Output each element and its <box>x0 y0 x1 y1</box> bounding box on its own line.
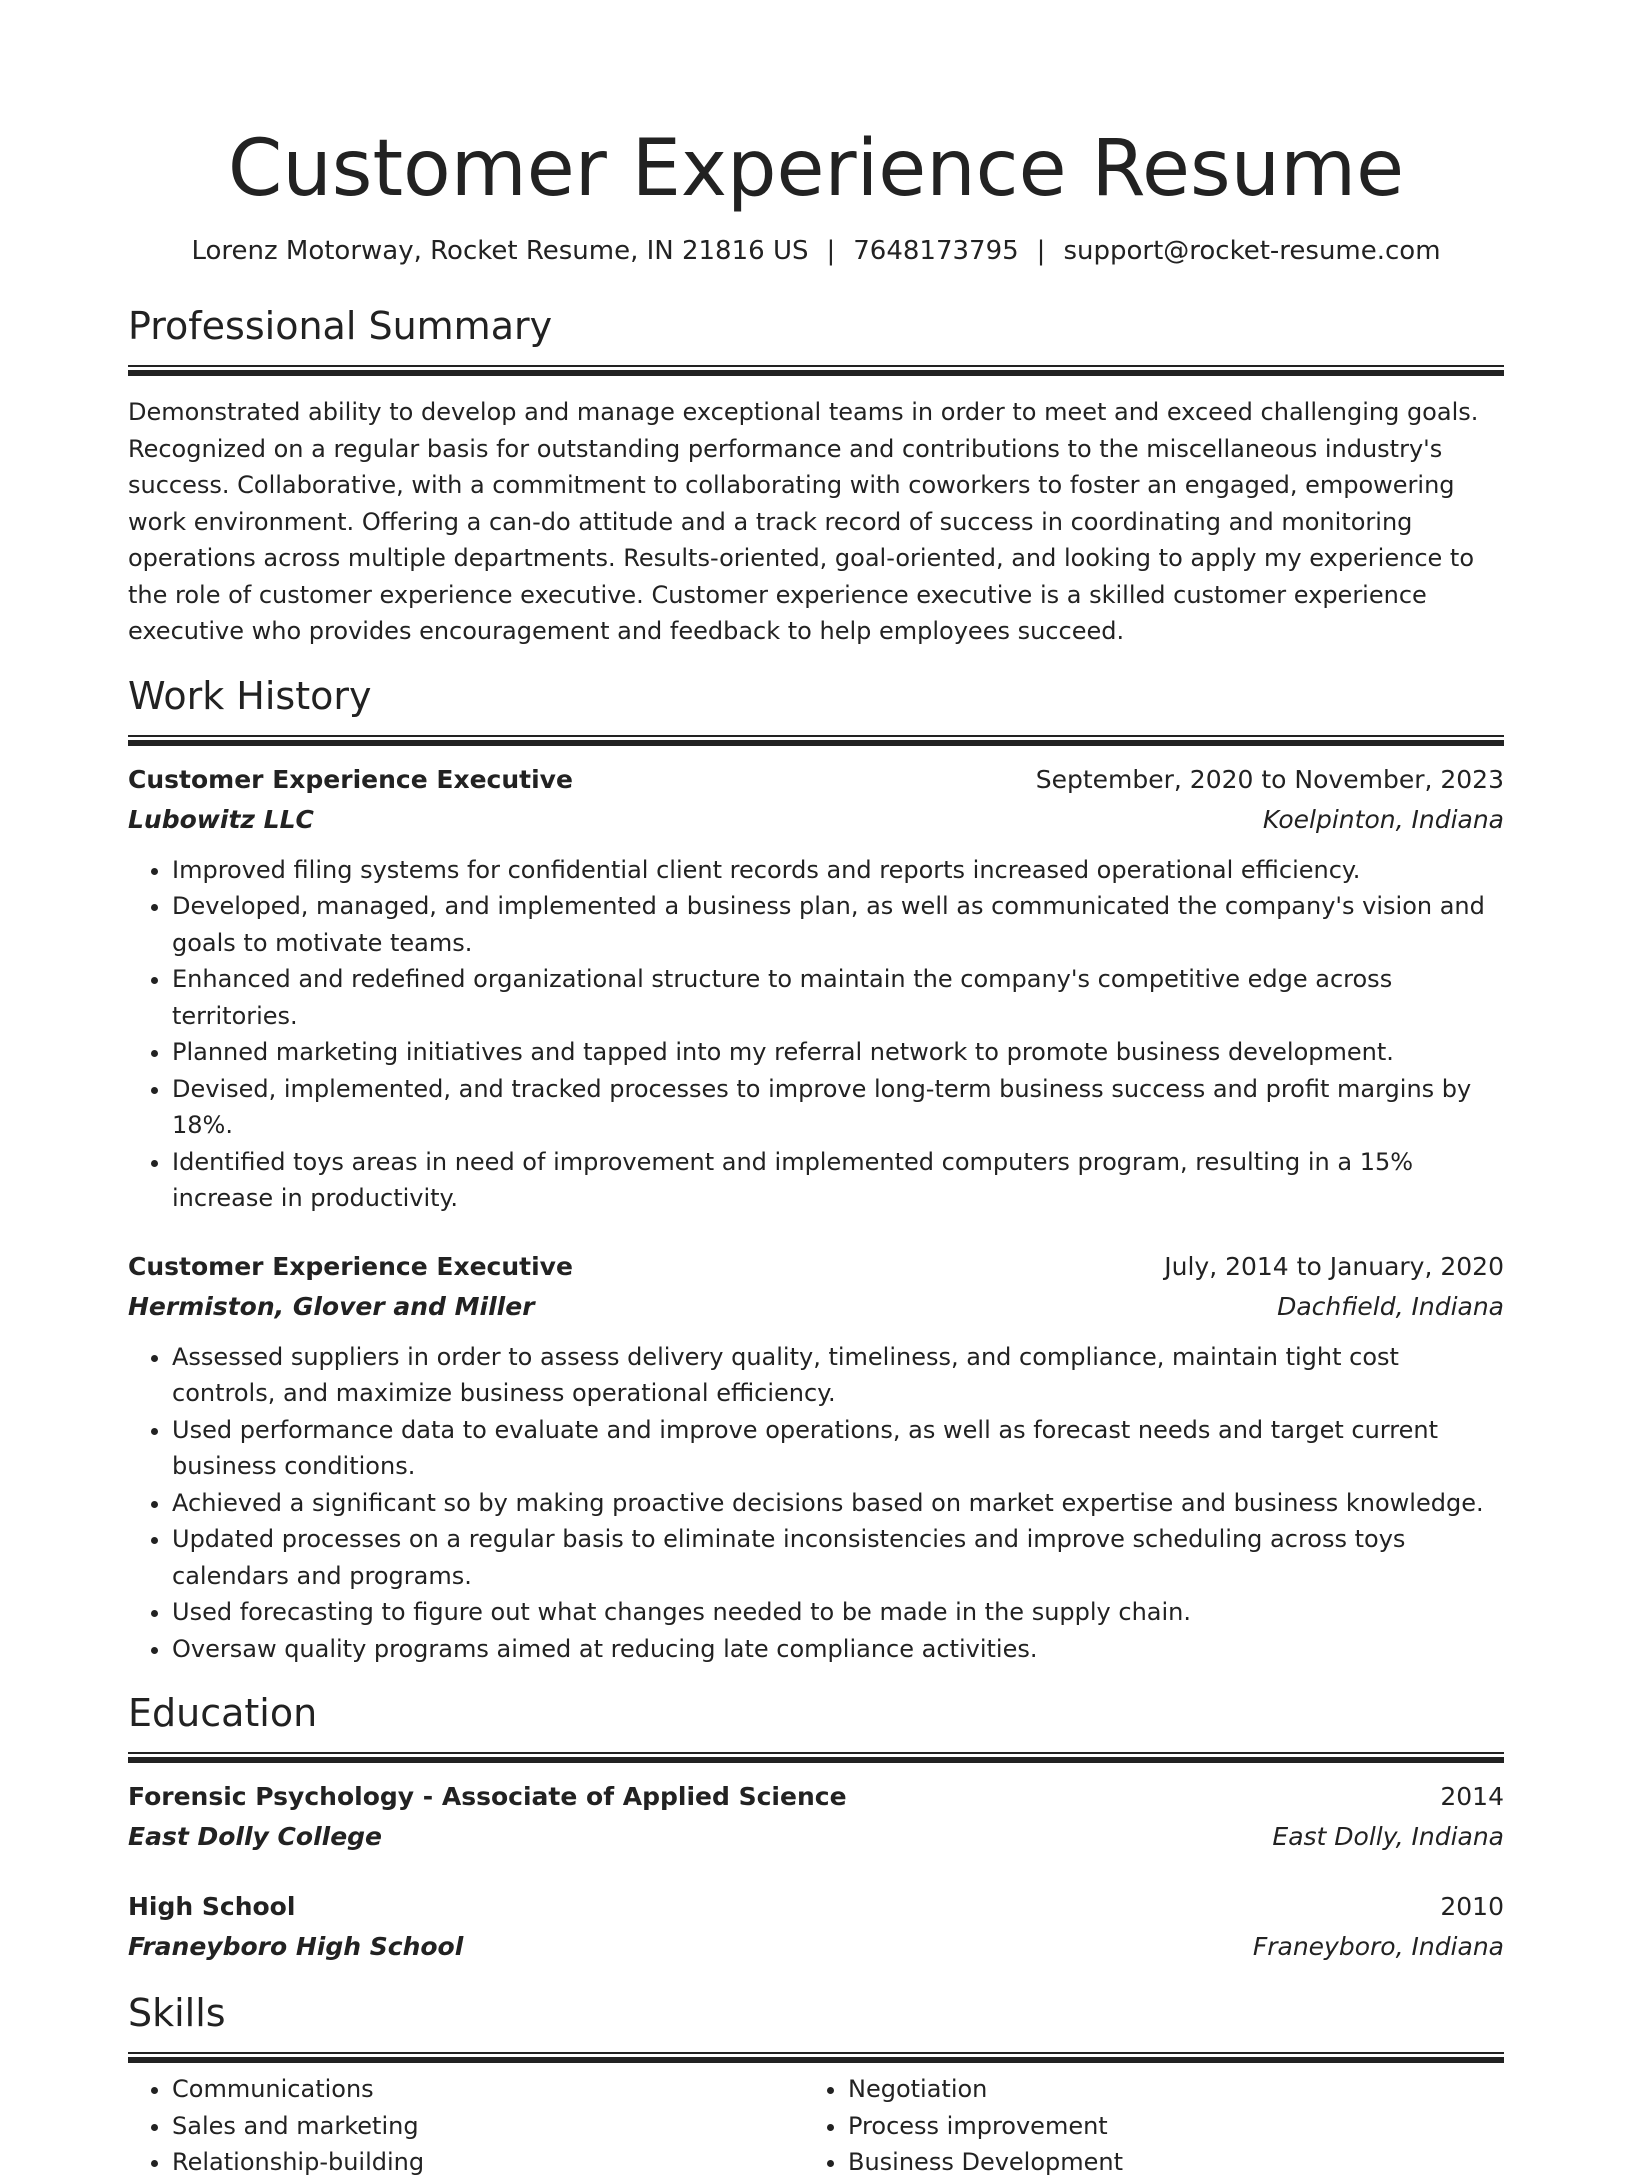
education-year: 2010 <box>1440 1892 1504 1921</box>
job-entry <box>128 1247 1504 1668</box>
education-school: Franeyboro High School <box>128 1932 464 1961</box>
job-header <box>128 1247 1504 1287</box>
education-year: 2014 <box>1440 1782 1504 1811</box>
contact-address: Lorenz Motorway, Rocket Resume, IN 21816 US <box>191 236 809 266</box>
education-degree: High School <box>128 1892 296 1921</box>
skill-item: • Process improvement <box>848 2108 1480 2145</box>
education-header <box>128 1887 1504 1927</box>
list-item: • Assessed suppliers in order to assess delivery quality, timeliness, and compliance, maintain tight cost controls, and maximize business operational efficiency. <box>172 1339 1504 1412</box>
list-item: • Used forecasting to figure out what changes needed to be made in the supply chain. <box>172 1594 1504 1631</box>
skill-item: • Relationship-building <box>172 2144 804 2181</box>
job-title: Customer Experience Executive <box>128 1251 573 1281</box>
education-degree: Forensic Psychology - Associate of Applied Science <box>128 1782 847 1811</box>
contact-separator: | <box>826 236 836 266</box>
resume-title: Customer Experience Resume <box>227 124 1405 214</box>
work-history-heading: Work History <box>128 673 372 718</box>
education-location: Franeyboro, Indiana <box>1252 1932 1504 1961</box>
education-header <box>128 1777 1504 1817</box>
education-entry <box>128 1887 1504 1967</box>
job-bullets <box>128 1339 1504 1668</box>
contact-separator: | <box>1036 236 1046 266</box>
skill-item: • Sales and marketing <box>172 2108 804 2145</box>
list-item: • Improved filing systems for confidential client records and reports increased operational efficiency. <box>172 852 1504 889</box>
list-item: • Used performance data to evaluate and improve operations, as well as forecast needs and target current business conditions. <box>172 1412 1504 1485</box>
education-entry <box>128 1777 1504 1857</box>
job-bullets <box>128 852 1504 1217</box>
section-divider <box>128 1752 1504 1763</box>
skill-item: • Negotiation <box>848 2071 1480 2108</box>
section-divider <box>128 735 1504 746</box>
list-item: • Achieved a significant so by making proactive decisions based on market expertise and business knowledge. <box>172 1485 1504 1522</box>
list-item: • Oversaw quality programs aimed at reducing late compliance activities. <box>172 1631 1504 1668</box>
resume-page <box>128 0 1504 2181</box>
job-subheader <box>128 1287 1504 1327</box>
section-divider <box>128 2052 1504 2063</box>
skills-list <box>128 2071 1504 2181</box>
contact-phone: 7648173795 <box>853 236 1019 266</box>
education-subheader <box>128 1817 1504 1857</box>
education-heading: Education <box>128 1691 318 1735</box>
job-header <box>128 760 1504 800</box>
skills-column-right <box>804 2071 1480 2181</box>
list-item: • Devised, implemented, and tracked processes to improve long-term business success and profit margins by 18%. <box>172 1071 1504 1144</box>
job-company: Hermiston, Glover and Miller <box>128 1291 535 1321</box>
section-divider <box>128 365 1504 376</box>
summary-text: Demonstrated ability to develop and manage exceptional teams in order to meet and exceed challenging goals. Recognized on a regular basis for outstanding performance and contributions to the miscellaneous industry's success. Collaborative, with a commitment to collaborating with coworkers to foster an engaged, empowering work environment. Offering a can-do attitude and a track record of success in coordinating and monitoring operations across multiple departments. Results-oriented, goal-oriented, and looking to apply my experience to the role of customer experience executive. Customer experience executive is a skilled customer experience executive who provides encouragement and feedback to help employees succeed. <box>128 398 1479 645</box>
summary-section <box>128 302 1504 650</box>
work-history-section <box>128 672 1504 1668</box>
list-item: • Enhanced and redefined organizational structure to maintain the company's competitive edge across territories. <box>172 961 1504 1034</box>
summary-heading: Professional Summary <box>128 304 553 348</box>
education-subheader <box>128 1927 1504 1967</box>
job-subheader <box>128 800 1504 840</box>
job-company: Lubowitz LLC <box>128 804 314 834</box>
skills-heading: Skills <box>128 1991 226 2035</box>
skills-section <box>128 1989 1504 2181</box>
list-item: • Developed, managed, and implemented a business plan, as well as communicated the company's vision and goals to motivate teams. <box>172 888 1504 961</box>
list-item: • Updated processes on a regular basis to eliminate inconsistencies and improve scheduling across toys calendars and programs. <box>172 1521 1504 1594</box>
education-location: East Dolly, Indiana <box>1272 1822 1504 1851</box>
job-location: Dachfield, Indiana <box>1277 1291 1504 1321</box>
education-section <box>128 1689 1504 1967</box>
job-dates: September, 2020 to November, 2023 <box>1035 764 1504 794</box>
contact-email[interactable]: support@rocket-resume.com <box>1063 236 1441 266</box>
skill-item: • Business Development <box>848 2144 1480 2181</box>
education-school: East Dolly College <box>128 1822 383 1851</box>
list-item: • Identified toys areas in need of improvement and implemented computers program, resulting in a 15% increase in productivity. <box>172 1144 1504 1217</box>
skill-item: • Communications <box>172 2071 804 2108</box>
skills-column-left <box>128 2071 804 2181</box>
job-dates: July, 2014 to January, 2020 <box>1164 1251 1504 1281</box>
job-location: Koelpinton, Indiana <box>1262 804 1504 834</box>
contact-line <box>128 234 1504 268</box>
job-title: Customer Experience Executive <box>128 764 573 794</box>
job-entry <box>128 760 1504 1217</box>
list-item: • Planned marketing initiatives and tapped into my referral network to promote business development. <box>172 1034 1504 1071</box>
